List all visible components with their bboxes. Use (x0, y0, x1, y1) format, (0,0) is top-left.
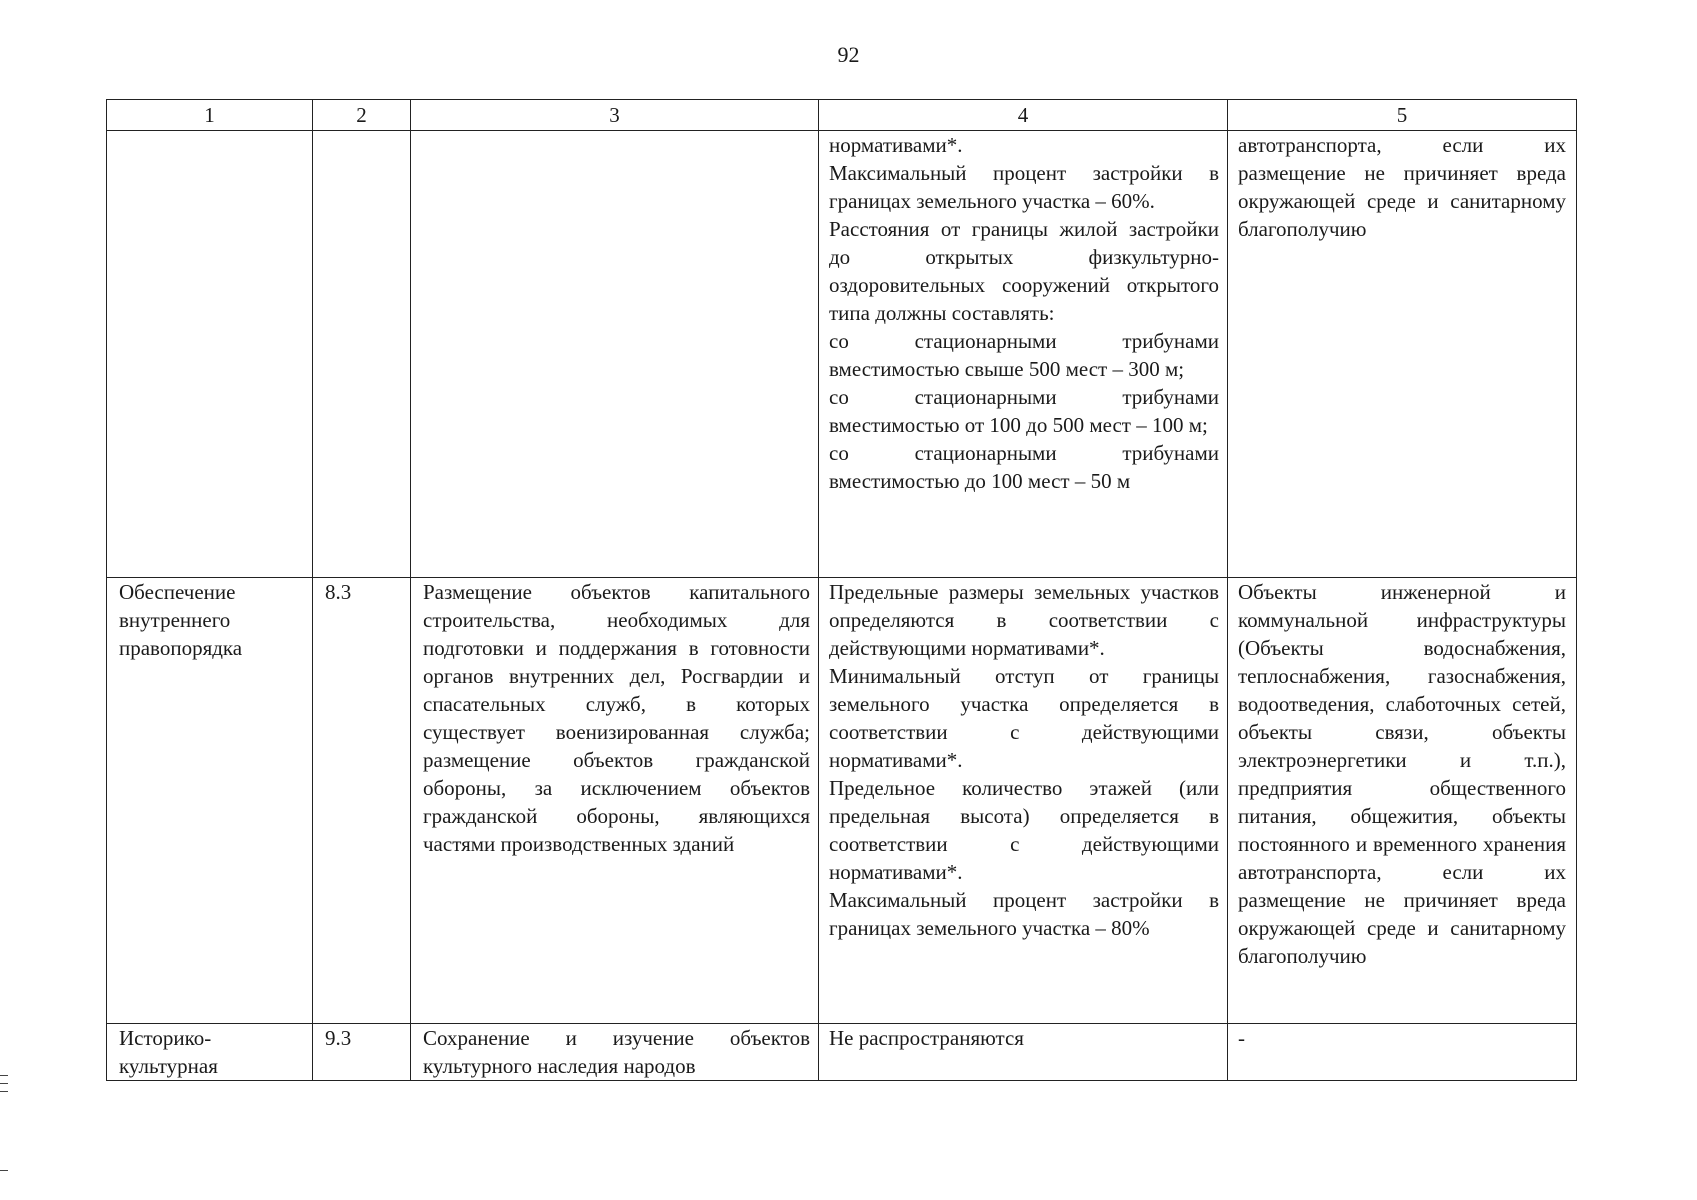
header-row (107, 100, 1577, 131)
parameter-paragraph: Максимальный процент застройки в границах земельного участка – 60%. (829, 161, 1219, 213)
description-cell: Сохранение и изучение объектов культурного наследия народов (411, 1024, 819, 1081)
parameter-paragraph: Расстояния от границы жилой застройки до открытых физкультурно-оздоровительных сооружений открытого типа должны составлять: (829, 217, 1219, 325)
parameter-paragraph: со стационарными трибунами вместимостью свыше 500 мест – 300 м; (829, 329, 1219, 381)
code-cell (313, 131, 411, 578)
margin-mark (0, 1083, 8, 1084)
page-number: 92 (837, 42, 860, 67)
parameter-paragraph: Минимальный отступ от границы земельного участка определяется в соответствии с действующими нормативами*. (829, 664, 1219, 772)
auxiliary-uses-cell: - (1228, 1024, 1577, 1081)
parameter-paragraph: Предельные размеры земельных участков определяются в соответствии с действующими нормативами*. (829, 580, 1219, 660)
parameters-cell (819, 578, 1228, 1024)
column-header: 2 (313, 100, 411, 131)
parameters-cell (819, 1024, 1228, 1081)
column-header: 1 (107, 100, 313, 131)
regulations-table (106, 99, 1577, 1081)
column-header: 3 (411, 100, 819, 131)
column-header: 5 (1228, 100, 1577, 131)
type-name-cell: Обеспечение внутреннего правопорядка (107, 578, 313, 1024)
parameter-paragraph: нормативами*. (829, 133, 963, 157)
description-cell: Размещение объектов капитального строительства, необходимых для подготовки и поддержания в готовности органов внутренних дел, Росгвардии и спасательных служб, в которых существует военизированная служба; размещение объектов гражданской обороны, за исключением объектов гражданской обороны, являющихся частями производственных зданий (411, 578, 819, 1024)
column-header: 4 (819, 100, 1228, 131)
type-name-cell (107, 131, 313, 578)
table-row (107, 131, 1577, 578)
parameter-paragraph: со стационарными трибунами вместимостью от 100 до 500 мест – 100 м; (829, 385, 1219, 437)
code-cell: 8.3 (313, 578, 411, 1024)
auxiliary-uses-cell: Объекты инженерной и коммунальной инфраструктуры (Объекты водоснабжения, теплоснабжения, газоснабжения, водоотведения, слаботочных сетей, объекты связи, объекты электроэнергетики и т.п.), предприятия общественного питания, общежития, объекты постоянного и временного хранения автотранспорта, если их размещение не причиняет вреда окружающей среде и санитарному благополучию (1228, 578, 1577, 1024)
parameter-paragraph: Максимальный процент застройки в границах земельного участка – 80% (829, 888, 1219, 940)
margin-mark (0, 1091, 8, 1092)
margin-mark (0, 1170, 8, 1171)
description-cell (411, 131, 819, 578)
parameters-cell (819, 131, 1228, 578)
type-name-cell: Историко-культурная (107, 1024, 313, 1081)
table-row (107, 578, 1577, 1024)
code-cell: 9.3 (313, 1024, 411, 1081)
table-row (107, 1024, 1577, 1081)
auxiliary-uses-cell: автотранспорта, если их размещение не причиняет вреда окружающей среде и санитарному благополучию (1228, 131, 1577, 578)
parameter-paragraph: со стационарными трибунами вместимостью до 100 мест – 50 м (829, 441, 1219, 493)
parameter-paragraph: Не распространяются (829, 1026, 1024, 1050)
parameter-paragraph: Предельное количество этажей (или предельная высота) определяется в соответствии с действующими нормативами*. (829, 776, 1219, 884)
margin-mark (0, 1075, 8, 1076)
